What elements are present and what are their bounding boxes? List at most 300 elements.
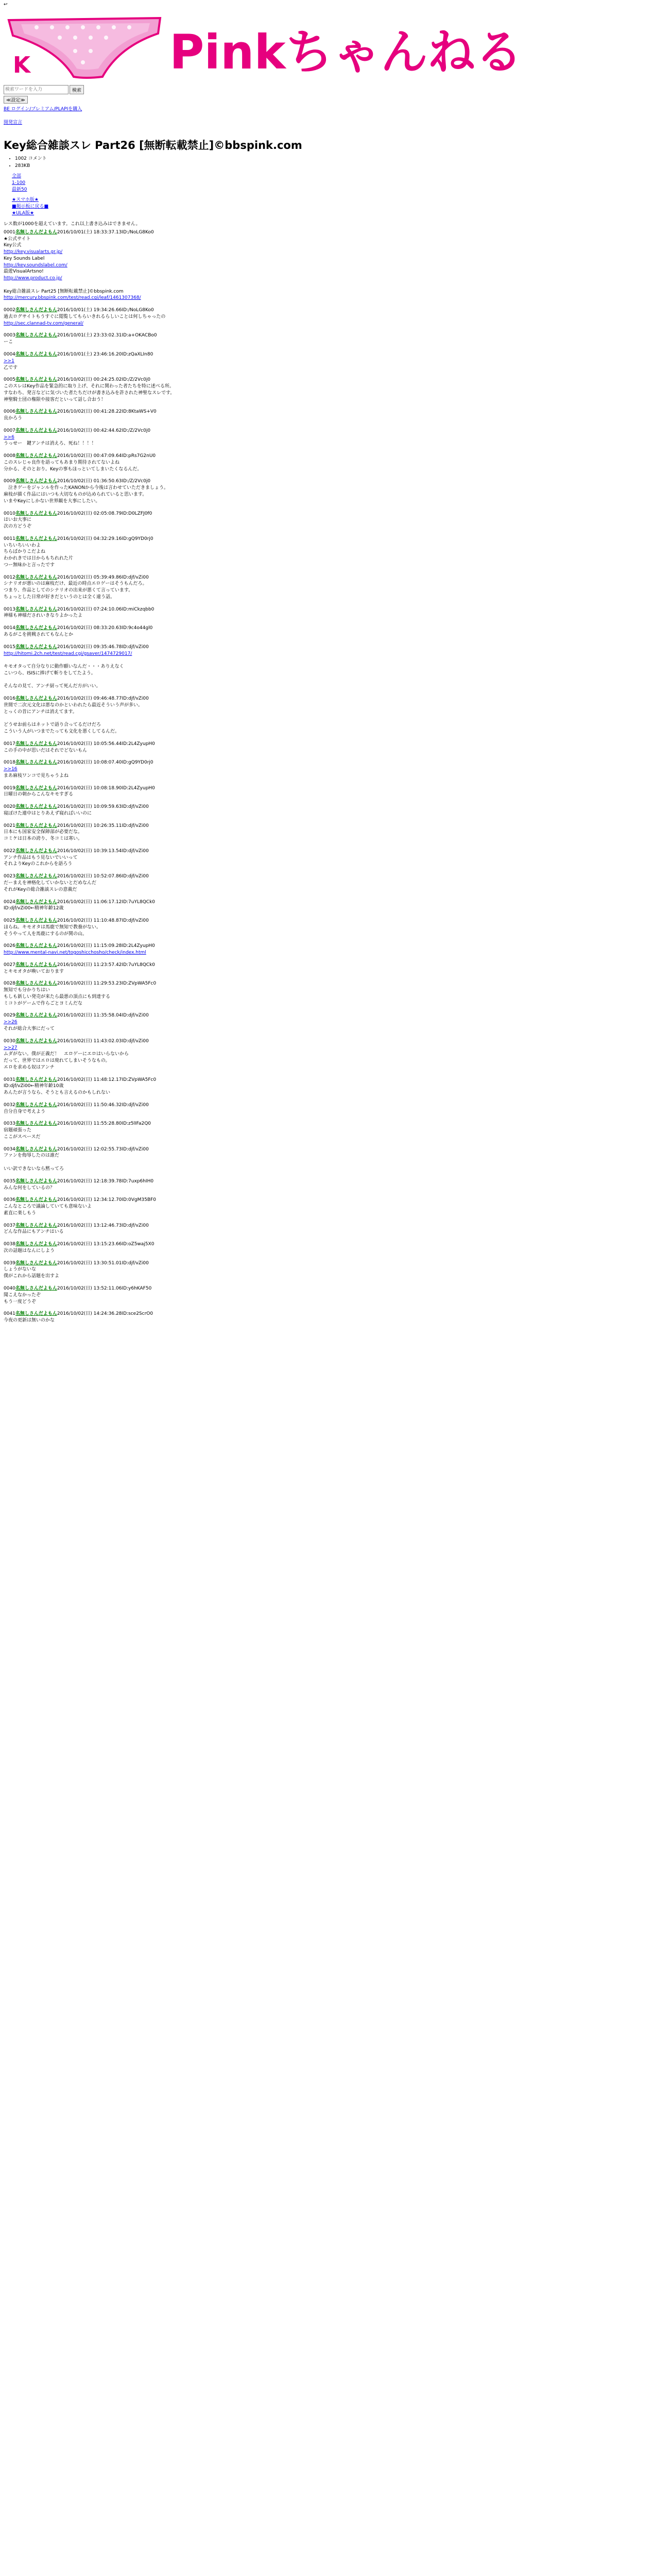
board-link[interactable]: 開発宣言 (4, 120, 23, 125)
url-link[interactable]: http://hitomi.2ch.net/test/read.cgi/gsaver/1474729017/ (4, 651, 132, 656)
post (4, 873, 649, 893)
url-link[interactable]: http://mercury.bbspink.com/test/read.cgi/leaf/1461307368/ (4, 295, 141, 301)
post-line: ★公式サイト (4, 236, 31, 242)
poster-name-link[interactable]: 名無しさんだよもん (15, 1038, 57, 1044)
post (4, 1077, 649, 1096)
post-line (4, 249, 649, 256)
post-line: ほらね。キモオタは馬鹿で無知で教養がない。 (4, 924, 101, 930)
post-line: 次の話題はなんにしよう (4, 1248, 55, 1253)
post (4, 229, 649, 301)
post (4, 332, 649, 346)
post (4, 848, 649, 868)
post-line: とキモオタが喚いております (4, 969, 64, 974)
menu-links (12, 197, 649, 216)
post-date-id: 2016/10/02(日) 11:23:57.42ID:7uYL8QCk0 (57, 962, 156, 968)
post-line: そんなの見て、アンチ厨って死んだ方がいい。 (4, 684, 101, 689)
post-line: この手の中が思いだはそれでどないもん (4, 748, 88, 753)
post (4, 1178, 649, 1192)
post (4, 478, 649, 504)
poster-name-link[interactable]: 名無しさんだよもん (15, 1285, 57, 1291)
post-date-id: 2016/10/02(日) 10:09:59.63ID:djf/vZi00 (57, 804, 149, 810)
link-smartphone[interactable]: ★スマホ版★ (12, 197, 39, 203)
post-line: そうやって人を馬鹿にするのが関の山。 (4, 931, 88, 937)
post-number[interactable]: 0007 (4, 428, 15, 433)
poster-name-link[interactable]: 名無しさんだよもん (15, 899, 57, 905)
post-line: コミケは日本の誇り、冬コミは寒い。 (4, 836, 83, 842)
post-header (4, 1038, 649, 1045)
poster-name-link[interactable]: 名無しさんだよもん (15, 606, 57, 612)
post-body (4, 987, 649, 1007)
post-body (4, 905, 649, 912)
thread-size: • 283KB (15, 163, 649, 169)
svg-text:K: K (13, 52, 31, 78)
post-body (4, 460, 649, 473)
poster-name-link[interactable]: 名無しさんだよもん (15, 377, 57, 383)
post-list (4, 229, 649, 1324)
post (4, 899, 649, 912)
post-date-id: 2016/10/02(日) 10:05:56.44ID:2L4ZyupH0 (57, 741, 155, 747)
post-header (4, 536, 649, 543)
post-number[interactable]: 0017 (4, 741, 15, 747)
post (4, 536, 649, 569)
post-body (4, 1153, 649, 1172)
url-link[interactable]: http://key.soundslabel.com/ (4, 262, 67, 268)
post-body (4, 415, 649, 422)
post-header (4, 1223, 649, 1229)
post-header (4, 696, 649, 702)
poster-name-link[interactable]: 名無しさんだよもん (15, 428, 57, 433)
post-header (4, 453, 649, 460)
post (4, 804, 649, 817)
poster-name-link[interactable]: 名無しさんだよもん (15, 1178, 57, 1184)
post-body (4, 1248, 649, 1255)
post-line: 泣きゲーをジャンルを作ったKANONから今後は言わせていただきましょう。 (4, 485, 169, 491)
post-date-id: 2016/10/02(日) 11:15:09.28ID:2L4ZyupH0 (57, 943, 155, 949)
post-number[interactable]: 0036 (4, 1197, 15, 1203)
post-line: いちいちいいわよ (4, 543, 41, 548)
post-number[interactable]: 0037 (4, 1223, 15, 1228)
poster-name-link[interactable]: 名無しさんだよもん (15, 848, 57, 854)
link-ula[interactable]: ★ULA版★ (12, 211, 35, 216)
link-1-100[interactable]: 1-100 (12, 180, 26, 185)
post-header (4, 351, 649, 358)
post (4, 918, 649, 937)
post-line: ちらばかりこだよね (4, 549, 46, 555)
poster-name-link[interactable]: 名無しさんだよもん (15, 511, 57, 516)
post-number[interactable]: 0032 (4, 1102, 15, 1108)
post-header (4, 1121, 649, 1127)
post-line: だって、世界ではエロは廃れてしまいそうなもの。 (4, 1058, 110, 1064)
post-number[interactable]: 0023 (4, 874, 15, 879)
post-body (4, 358, 649, 371)
post (4, 511, 649, 530)
post-body (4, 632, 649, 638)
post-header (4, 804, 649, 810)
post (4, 696, 649, 735)
post-date-id: 2016/10/01(土) 23:46:16.20ID:zQaXLIn80 (57, 351, 153, 357)
post-date-id: 2016/10/02(日) 11:48:12.17ID:ZVpWA5Fc0 (57, 1077, 157, 1082)
post (4, 1121, 649, 1140)
post-number[interactable]: 0035 (4, 1178, 15, 1184)
post-header (4, 511, 649, 517)
post-line (4, 1159, 649, 1166)
post-header (4, 1260, 649, 1267)
post-body (4, 829, 649, 842)
poster-name-link[interactable]: 名無しさんだよもん (15, 453, 57, 459)
post-line: ちょっとした日常が好きだというのとは全く違う話。 (4, 594, 115, 600)
poster-name-link[interactable]: 名無しさんだよもん (15, 1146, 57, 1152)
post-number[interactable]: 0005 (4, 377, 15, 383)
post-number[interactable]: 0003 (4, 333, 15, 338)
post-number[interactable]: 0039 (4, 1260, 15, 1266)
post-body (4, 236, 649, 302)
post (4, 1012, 649, 1032)
post-date-id: 2016/10/02(日) 13:30:51.01ID:djf/vZi00 (57, 1260, 149, 1266)
post-date-id: 2016/10/02(日) 00:41:28.22ID:8KtaWS+V0 (57, 409, 157, 415)
post-line: エロを求める奴はアンチ (4, 1064, 55, 1070)
poster-name-link[interactable]: 名無しさんだよもん (15, 1311, 57, 1317)
post-line: シナリオが悪いのは麻枝だけ、最近の時点エロゲーはそうもんだろ。 (4, 581, 147, 587)
post-body (4, 748, 649, 754)
poster-name-link[interactable]: 名無しさんだよもん (15, 962, 57, 968)
post-number[interactable]: 0018 (4, 760, 15, 766)
post-number[interactable]: 0016 (4, 696, 15, 702)
post-number[interactable]: 0041 (4, 1311, 15, 1317)
reply-anchor-link[interactable]: >>16 (4, 767, 18, 772)
post-line: 寝ぼけた連中はとりあえず寝ればいいのに (4, 810, 92, 816)
post-line: それよりKeyのこれからを語ろう (4, 861, 73, 867)
post-date-id: 2016/10/02(日) 08:33:20.63ID:9c4o44gl0 (57, 625, 153, 631)
post-number[interactable]: 0002 (4, 308, 15, 313)
post-body (4, 613, 649, 619)
panties-logo-icon (9, 18, 160, 78)
post-line: それがKeyの総合雑談スレの意義だ (4, 887, 77, 892)
post-number[interactable]: 0015 (4, 644, 15, 650)
post-number[interactable]: 0031 (4, 1077, 15, 1082)
post-header (4, 377, 649, 383)
post-line: アンチ作品はもう見ないでいいって (4, 855, 78, 860)
post-body (4, 810, 649, 817)
post-body (4, 924, 649, 938)
post (4, 625, 649, 638)
poster-name-link[interactable]: 名無しさんだよもん (15, 981, 57, 987)
post-line: このスレじゃ良作を語ってもあまり期待されてないよね (4, 460, 120, 465)
post-number[interactable]: 0029 (4, 1013, 15, 1019)
post-number[interactable]: 0033 (4, 1121, 15, 1127)
post-header (4, 962, 649, 969)
post-line: 良かろう (4, 416, 23, 421)
post-date-id: 2016/10/02(日) 11:29:53.23ID:ZVpWA5Fc0 (57, 981, 157, 987)
post-date-id: 2016/10/02(日) 09:46:48.77ID:djf/vZi00 (57, 696, 149, 702)
post-body (4, 1317, 649, 1324)
post-number[interactable]: 0030 (4, 1038, 15, 1044)
poster-name-link[interactable]: 名無しさんだよもん (15, 479, 57, 484)
post-header (4, 307, 649, 314)
post-number[interactable]: 0012 (4, 574, 15, 580)
post-number[interactable]: 0028 (4, 981, 15, 987)
post-number[interactable]: 0025 (4, 918, 15, 924)
post-line: 日本にも国家安全保障部が必要だな。 (4, 829, 83, 835)
post-body (4, 543, 649, 569)
post-number[interactable]: 0026 (4, 943, 15, 949)
post-number[interactable]: 0027 (4, 962, 15, 968)
poster-name-link[interactable]: 名無しさんだよもん (15, 760, 57, 766)
link-latest50[interactable]: 最新50 (12, 187, 27, 193)
post-line: あるがこを挑戦されてもなんとか (4, 632, 74, 638)
post-line: すなわち、発言などに気づいた者たちだけが書き込みを許された神聖なスレです。 (4, 390, 175, 396)
poster-name-link[interactable]: 名無しさんだよもん (15, 823, 57, 828)
post-header (4, 1311, 649, 1317)
post-body (4, 1045, 649, 1071)
thread-meta (15, 156, 649, 168)
url-link[interactable]: http://sec.clannad-tv.com/general/ (4, 320, 83, 326)
post-date-id: 2016/10/02(日) 11:43:02.03ID:djf/vZi00 (57, 1038, 149, 1044)
post-date-id: 2016/10/02(日) 11:55:28.80ID:z5lIFa2Q0 (57, 1121, 151, 1127)
post-line (4, 1045, 649, 1052)
post-body (4, 339, 649, 346)
reply-anchor-link[interactable]: >>26 (4, 1020, 18, 1025)
post-line (4, 320, 649, 327)
poster-name-link[interactable]: 名無しさんだよもん (15, 625, 57, 631)
poster-name-link[interactable]: 名無しさんだよもん (15, 804, 57, 810)
post-number[interactable]: 0034 (4, 1146, 15, 1152)
post-line (4, 657, 649, 664)
post-line (4, 262, 649, 269)
post-line: こういう人がいつまでたっても文化を悪くしてるんだ。 (4, 728, 120, 734)
reply-anchor-link[interactable]: >>27 (4, 1045, 18, 1050)
post-line: 宿題頑張った (4, 1128, 32, 1133)
post (4, 428, 649, 447)
post-body (4, 1266, 649, 1280)
post-body (4, 1019, 649, 1032)
post-line (4, 677, 649, 684)
post-number[interactable]: 0038 (4, 1242, 15, 1247)
post-number[interactable]: 0006 (4, 409, 15, 415)
post-body (4, 383, 649, 403)
post (4, 1260, 649, 1280)
post-line: どんな作品にもアンチはいる (4, 1229, 64, 1235)
poster-name-link[interactable]: 名無しさんだよもん (15, 351, 57, 357)
post-header (4, 478, 649, 485)
post-body (4, 1127, 649, 1141)
post-header (4, 759, 649, 766)
search-button[interactable]: 検索 (70, 85, 84, 94)
post-date-id: 2016/10/01(土) 18:33:37.13ID:/NoLG8Ko0 (57, 229, 154, 235)
poster-name-link[interactable]: 名無しさんだよもん (15, 308, 57, 313)
post-line: ここがスペースだ (4, 1134, 41, 1140)
post-date-id: 2016/10/02(日) 02:05:08.79ID:D0LZFJ0f0 (57, 511, 152, 516)
post-number[interactable]: 0040 (4, 1285, 15, 1291)
post-line: 聞こえなかったぞ (4, 1292, 41, 1298)
post-date-id: 2016/10/02(日) 00:24:25.02ID:/Z/2Vc0j0 (57, 377, 151, 383)
poster-name-link[interactable]: 名無しさんだよもん (15, 918, 57, 924)
post-line: こいつら、ISISに捧げて斬りをしてたよう。 (4, 670, 96, 676)
post-line: ID:djf/vZi00←精神年齢10歳 (4, 1083, 64, 1089)
post-number[interactable]: 0014 (4, 625, 15, 631)
post (4, 1102, 649, 1115)
post-header (4, 428, 649, 434)
site-logo-banner[interactable] (6, 11, 546, 83)
top-marker: ↩ (4, 2, 8, 7)
post-date-id: 2016/10/02(日) 13:52:11.06ID:y6hKAF50 (57, 1285, 152, 1291)
post-number[interactable]: 0013 (4, 606, 15, 612)
poster-name-link[interactable]: 名無しさんだよもん (15, 1013, 57, 1019)
premium-link[interactable]: BE ログイン/プレミアム/PLAPIを購入 (4, 106, 82, 112)
post (4, 1146, 649, 1173)
post-line (4, 651, 649, 657)
post-body (4, 1083, 649, 1096)
link-all[interactable]: 全部 (12, 173, 22, 179)
post-header (4, 1077, 649, 1083)
poster-name-link[interactable]: 名無しさんだよもん (15, 696, 57, 702)
post-line (4, 1019, 649, 1026)
poster-name-link[interactable]: 名無しさんだよもん (15, 333, 57, 338)
post-body (4, 855, 649, 868)
post-line: わかれきでは日からもちれれた片 (4, 556, 74, 562)
post-line (4, 295, 649, 301)
reply-anchor-link[interactable]: >>1 (4, 358, 14, 364)
poster-name-link[interactable]: 名無しさんだよもん (15, 409, 57, 415)
post-line: 無知でも分かりちはい (4, 988, 50, 993)
post-number[interactable]: 0004 (4, 351, 15, 357)
post-line: もう一度どうぞ (4, 1299, 37, 1304)
post-number[interactable]: 0021 (4, 823, 15, 828)
post-header (4, 823, 649, 829)
post-header (4, 574, 649, 581)
poster-name-link[interactable]: 名無しさんだよもん (15, 1197, 57, 1203)
post-line: どうせお前らはネットで語り合ってるだけだろ (4, 722, 101, 728)
post-date-id: 2016/10/02(日) 05:39:49.86ID:djf/vZi00 (57, 574, 149, 580)
post-date-id: 2016/10/02(日) 12:02:55.73ID:djf/vZi00 (57, 1146, 149, 1152)
post (4, 785, 649, 799)
post-header (4, 1241, 649, 1248)
post-body (4, 1229, 649, 1235)
post-date-id: 2016/10/02(日) 00:47:09.64ID:pRs7G2nU0 (57, 453, 156, 459)
poster-name-link[interactable]: 名無しさんだよもん (15, 1260, 57, 1266)
poster-name-link[interactable]: 名無しさんだよもん (15, 1121, 57, 1127)
post-date-id: 2016/10/02(日) 11:35:58.04ID:djf/vZi00 (57, 1013, 149, 1019)
post-line: つー無味かと言ったです (4, 562, 55, 568)
post-number[interactable]: 0001 (4, 229, 15, 235)
poster-name-link[interactable]: 名無しさんだよもん (15, 574, 57, 580)
post-line: いまやKeyにしかない世界観を大事にしたい。 (4, 498, 100, 504)
post-line: だーまえを神格化していかないとだめなんだ (4, 880, 97, 886)
post-header (4, 625, 649, 632)
poster-name-link[interactable]: 名無しさんだよもん (15, 536, 57, 541)
url-link[interactable]: http://www.product.co.jp/ (4, 276, 62, 281)
post-header (4, 848, 649, 855)
post (4, 1197, 649, 1216)
post-date-id: 2016/10/02(日) 12:18:39.78ID:7uxp6hIH0 (57, 1178, 154, 1184)
post-body (4, 950, 649, 956)
poster-name-link[interactable]: 名無しさんだよもん (15, 943, 57, 949)
post-line (4, 275, 649, 282)
poster-name-link[interactable]: 名無しさんだよもん (15, 741, 57, 747)
poster-name-link[interactable]: 名無しさんだよもん (15, 785, 57, 791)
post-date-id: 2016/10/02(日) 13:12:46.73ID:djf/vZi00 (57, 1223, 149, 1228)
post-line: ーこ (4, 340, 13, 345)
search-input[interactable] (4, 85, 68, 94)
post (4, 962, 649, 975)
post (4, 1241, 649, 1255)
post-date-id: 2016/10/02(日) 11:10:48.87ID:djf/vZi00 (57, 918, 149, 924)
poster-name-link[interactable]: 名無しさんだよもん (15, 1223, 57, 1228)
post-number[interactable]: 0008 (4, 453, 15, 459)
post-line (4, 282, 649, 289)
post-header (4, 1285, 649, 1292)
poster-name-link[interactable]: 名無しさんだよもん (15, 644, 57, 650)
post-body (4, 766, 649, 779)
post-number[interactable]: 0011 (4, 536, 15, 541)
post-number[interactable]: 0019 (4, 785, 15, 791)
post-date-id: 2016/10/02(日) 10:08:18.90ID:2L4ZyupH0 (57, 785, 155, 791)
url-link[interactable]: http://www.mental-navi.net/togoshicchosho/check/index.html (4, 950, 146, 956)
post-line: 神聖騎士団の権限や接客だといって話し合おう！ (4, 397, 106, 402)
post-line: Key Sounds Label (4, 256, 45, 261)
poster-name-link[interactable]: 名無しさんだよもん (15, 229, 57, 235)
post-line: いい訳できないなら黙ってろ (4, 1166, 64, 1172)
post-line: 自分自身で考えよう (4, 1109, 46, 1114)
settings-button[interactable]: ≪設定≫ (4, 96, 28, 104)
post-body (4, 314, 649, 327)
poster-name-link[interactable]: 名無しさんだよもん (15, 1077, 57, 1082)
range-links (12, 173, 649, 193)
logo-text: Pinkちゃんねる (169, 25, 523, 80)
post-line (4, 715, 649, 722)
post-line (4, 766, 649, 773)
post-line: もしも新しい発売が来たら最悪の頂点にも到達する (4, 994, 111, 999)
post-line: 麻枝が描く作品にはいつも大切なものが込められていると思います。 (4, 492, 147, 497)
post-date-id: 2016/10/02(日) 12:34:12.70ID:0VgM35BF0 (57, 1197, 156, 1203)
url-link[interactable]: http://key.visualarts.gr.jp/ (4, 249, 63, 255)
poster-name-link[interactable]: 名無しさんだよもん (15, 1102, 57, 1108)
post (4, 606, 649, 620)
poster-name-link[interactable]: 名無しさんだよもん (15, 874, 57, 879)
thread-notice: レス数が1000を超えています。これ以上書き込みはできません。 (4, 221, 141, 227)
post-line (4, 434, 649, 441)
post (4, 453, 649, 472)
reply-anchor-link[interactable]: >>6 (4, 434, 14, 440)
post-line: 素直に楽しもう (4, 1210, 37, 1216)
post-number[interactable]: 0022 (4, 848, 15, 854)
post-line: とっくの昔にアンチは消えてます。 (4, 709, 77, 715)
post-number[interactable]: 0010 (4, 511, 15, 516)
post-body (4, 517, 649, 530)
post (4, 980, 649, 1007)
post-header (4, 741, 649, 748)
post-number[interactable]: 0020 (4, 804, 15, 810)
post-line: 過去ログサイトもうすぐに閲覧してもらいきれるらしいことは何しちゃったの (4, 314, 166, 319)
post-header (4, 229, 649, 236)
post-date-id: 2016/10/02(日) 00:42:44.62ID:/Z/2Vc0j0 (57, 428, 151, 433)
post-header (4, 332, 649, 339)
post-line: それが総合大事にだって (4, 1026, 55, 1031)
post-body (4, 791, 649, 798)
post-number[interactable]: 0024 (4, 899, 15, 905)
post-header (4, 1178, 649, 1185)
post-header (4, 785, 649, 792)
post-line: あんたが言うなら、そうとも言えるのかもしれない (4, 1090, 111, 1096)
poster-name-link[interactable]: 名無しさんだよもん (15, 1242, 57, 1247)
post-date-id: 2016/10/01(土) 19:34:26.66ID:/NoLG8Ko0 (57, 308, 154, 313)
post-line: ファンを侮辱したのは誰だ (4, 1153, 59, 1159)
post (4, 1038, 649, 1071)
post-line: 乙です (4, 365, 18, 370)
link-back-to-board[interactable]: ■掲示板に戻る■ (12, 204, 49, 210)
post-line: 日曜日の朝からこんなキモすぎる (4, 792, 74, 798)
post-line: 今夜の更新は無いのかな (4, 1318, 55, 1324)
post-number[interactable]: 0009 (4, 479, 15, 484)
